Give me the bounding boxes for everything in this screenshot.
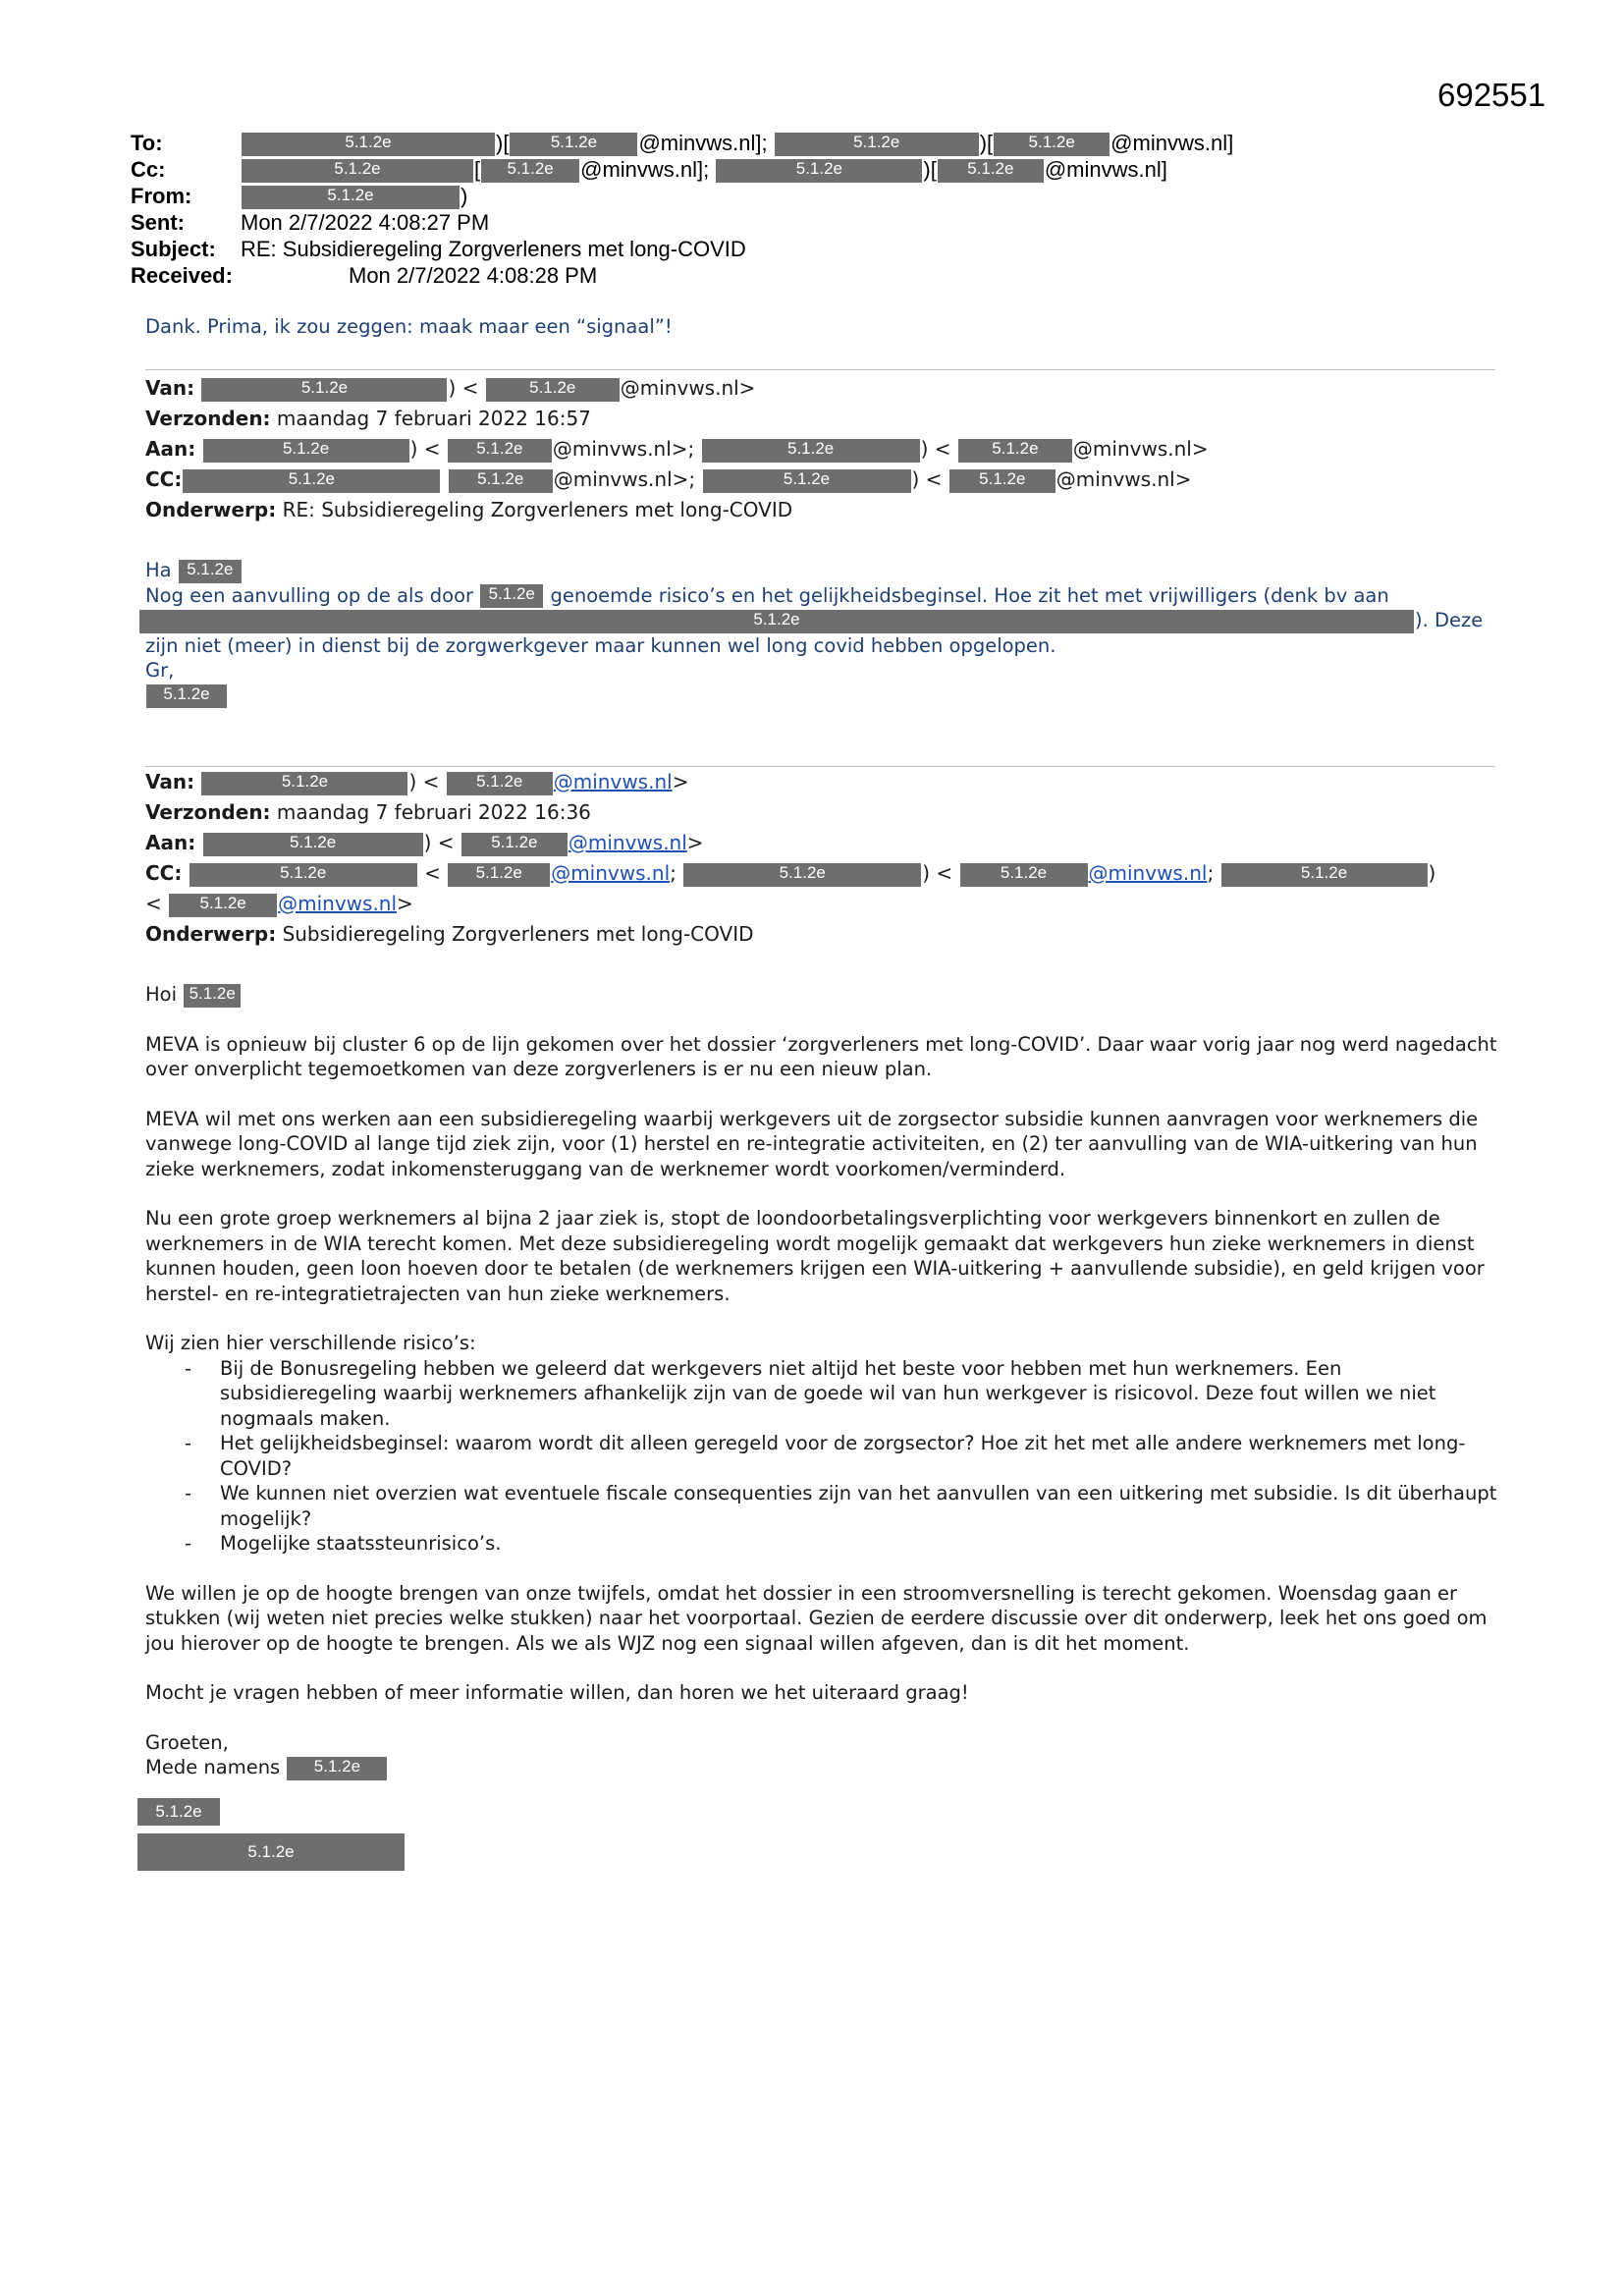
redaction: 5.1.2e [287, 1757, 387, 1780]
to-label: To: [131, 131, 163, 155]
redaction: 5.1.2e [137, 1798, 220, 1826]
sent-label: Sent: [131, 210, 185, 235]
paragraph: Wij zien hier verschillende risico’s: [145, 1332, 476, 1354]
redaction: 5.1.2e [481, 159, 579, 183]
redaction: 5.1.2e [184, 984, 241, 1008]
redaction: 5.1.2e [448, 439, 552, 463]
sent-value: Mon 2/7/2022 4:08:27 PM [241, 210, 490, 235]
document-id: 692551 [1437, 77, 1546, 113]
redaction: 5.1.2e [203, 833, 423, 856]
redaction: 5.1.2e [960, 863, 1088, 887]
redaction: 5.1.2e [169, 894, 277, 917]
redaction: 5.1.2e [242, 159, 473, 183]
redaction: 5.1.2e [447, 772, 553, 795]
redaction: 5.1.2e [146, 684, 227, 708]
from-label: From: [131, 184, 192, 208]
redaction: 5.1.2e [958, 439, 1072, 463]
msg1-header: Van: 5.1.2e ) < 5.1.2e @minvws.nl> Verzonden: maandag 7 februari 2022 16:57 Aan: 5.1.2e ) < 5.1.2e @minvws.nl>; 5.1.2e ) < 5.1.2e @minvws.nl> CC: 5.1.2e 5.1.2e @minvws.nl>; 5.1.2e ) < 5.1.2e @minvws.nl> Onderwerp: RE: Subsidieregeling Zorgverleners met long-COVID [145, 376, 1209, 521]
redaction: 5.1.2e [183, 469, 440, 493]
redaction: 5.1.2e [510, 133, 637, 156]
email-link[interactable]: @minvws.nl [1088, 861, 1208, 885]
redaction: 5.1.2e [242, 186, 460, 209]
redaction: 5.1.2e [949, 469, 1056, 493]
redaction: 5.1.2e [203, 439, 409, 463]
risk-list [145, 1356, 1500, 1557]
paragraph: MEVA wil met ons werken aan een subsidieregeling waarbij werkgevers uit de zorgsector subsidie kunnen aanvragen voor werknemers die vanwege long-COVID al lange tijd ziek zijn, voor (1) herstel en re-integratie activiteiten, en (2) ter aanvulling van de WIA-uitkering van hun zieke werknemers, zodat inkomensteruggang van de werknemer wordt voorkomen/verminderd. [145, 1107, 1479, 1180]
email-link[interactable]: @minvws.nl [568, 831, 687, 854]
redaction: 5.1.2e [486, 378, 620, 402]
redaction: 5.1.2e [201, 378, 447, 402]
msg2-header: Van: 5.1.2e ) < 5.1.2e @minvws.nl> Verzonden: maandag 7 februari 2022 16:36 Aan: 5.1.2e ) < 5.1.2e @minvws.nl> CC: 5.1.2e < 5.1.2e @minvws.nl; 5.1.2e ) < 5.1.2e @minvws.nl; 5.1.2e ) < 5.1.2e @minvws.nl> Onderwerp: Subsidieregeling Zorgverleners met long-COVID [145, 770, 1436, 946]
paragraph: Nu een grote groep werknemers al bijna 2 jaar ziek is, stopt de loondoorbetalingsverplichting voor werkgevers binnenkort en zullen de werknemers in de WIA terecht komen. Met deze subsidieregeling wordt mogelijk gemaakt dat werkgevers hun zieke werknemers in dienst kunnen houden, geen loon hoeven door te betalen (de werknemers krijgen een WIA-uitkering + aanvullende subsidie), en geld krijgen voor herstel- en re-integratietrajecten van hun zieke werknemers. [145, 1207, 1485, 1305]
redaction: 5.1.2e [480, 584, 543, 608]
separator [145, 369, 1495, 370]
received-value: Mon 2/7/2022 4:08:28 PM [349, 263, 598, 288]
redaction: 5.1.2e [775, 133, 979, 156]
list-item: - Het gelijkheidsbeginsel: waarom wordt dit alleen geregeld voor de zorgsector? Hoe zit het met alle andere werknemers met long-COVID? [220, 1431, 1500, 1481]
paragraph: We willen je op de hoogte brengen van onze twijfels, omdat het dossier in een stroomversnelling is terecht gekomen. Woensdag gaan er stukken (wij weten niet precies welke stukken) naar het voorportaal. Gezien de eerdere discussie over dit onderwerp, leek het ons goed om jou hierover op de hoogte te brengen. Als we als WJZ nog een signaal willen afgeven, dan is dit het moment. [145, 1581, 1488, 1655]
redaction: 5.1.2e [938, 159, 1044, 183]
redaction: 5.1.2e [139, 610, 1414, 633]
redaction: 5.1.2e [201, 772, 407, 795]
redaction: 5.1.2e [189, 863, 417, 887]
email-link[interactable]: @minvws.nl [553, 770, 673, 793]
cc-label: Cc: [131, 157, 166, 182]
email-link[interactable]: @minvws.nl [278, 892, 398, 915]
redaction: 5.1.2e [994, 133, 1110, 156]
list-item: - Bij de Bonusregeling hebben we geleerd dat werkgevers niet altijd het beste voor hebben met hun werknemers. Een subsidieregeling waarbij werknemers afhankelijk zijn van de goede wil van hun werkgever is risicovol. Deze fout willen we niet nogmaals maken. [220, 1356, 1500, 1432]
msg1-body: Ha 5.1.2e Nog een aanvulling op de als door 5.1.2e genoemde risico’s en het gelijkheidsbeginsel. Hoe zit het met vrijwilligers (denk bv aan 5.1.2e ). Deze zijn niet (meer) in dienst bij de zorgwerkgever maar kunnen wel long covid hebben opgelopen. Gr, 5.1.2e [145, 558, 1500, 708]
redaction: 5.1.2e [179, 560, 242, 583]
redaction: 5.1.2e [1221, 863, 1428, 887]
list-item: - Mogelijke staatssteunrisico’s. [220, 1531, 1500, 1557]
email-link[interactable]: @minvws.nl [551, 861, 671, 885]
redaction: 5.1.2e [703, 469, 911, 493]
received-label: Received: [131, 263, 233, 288]
redaction: 5.1.2e [461, 833, 568, 856]
reply-body: Dank. Prima, ik zou zeggen: maak maar een “signaal”! [145, 315, 673, 338]
paragraph: Mocht je vragen hebben of meer informatie willen, dan horen we het uiteraard graag! [145, 1681, 969, 1704]
subject-value: RE: Subsidieregeling Zorgverleners met long-COVID [241, 237, 746, 261]
redaction: 5.1.2e [716, 159, 922, 183]
redaction: 5.1.2e [683, 863, 921, 887]
redaction: 5.1.2e [242, 133, 495, 156]
redaction: 5.1.2e [448, 863, 550, 887]
redaction: 5.1.2e [702, 439, 920, 463]
subject-label: Subject: [131, 237, 216, 261]
redaction: 5.1.2e [449, 469, 553, 493]
redaction: 5.1.2e [137, 1833, 405, 1871]
msg2-body: Hoi 5.1.2e MEVA is opnieuw bij cluster 6 op de lijn gekomen over het dossier ‘zorgverleners met long-COVID’. Daar waar vorig jaar nog werd nagedacht over onverplicht tegemoetkomen van deze zorgverleners is er nu een nieuw plan. MEVA wil met ons werken aan een subsidieregeling waarbij werkgevers uit de zorgsector subsidie kunnen aanvragen voor werknemers die vanwege long-COVID al lange tijd ziek zijn, voor (1) herstel en re-integratie activiteiten, en (2) ter aanvulling van de WIA-uitkering van hun zieke werknemers, zodat inkomensteruggang van de werknemer wordt voorkomen/verminderd. Nu een grote groep werknemers al bijna 2 jaar ziek is, stopt de loondoorbetalingsverplichting voor werkgevers binnenkort en zullen de werknemers in de WIA terecht komen. Met deze subsidieregeling wordt mogelijk gemaakt dat werkgevers hun zieke werknemers in dienst kunnen houden, geen loon hoeven door te betalen (de werknemers krijgen een WIA-uitkering + aanvullende subsidie), en geld krijgen voor herstel- en re-integratietrajecten van hun zieke werknemers. Wij zien hier verschillende risico’s: - Bij de Bonusregeling hebben we geleerd dat werkgevers niet altijd het beste voor hebben met hun werknemers. Een subsidieregeling waarbij werknemers afhankelijk zijn van de goede wil van hun werkgever is risicovol. Deze fout willen we niet nogmaals maken. - Het gelijkheidsbeginsel: waarom wordt dit alleen geregeld voor de zorgsector? Hoe zit het met alle andere werknemers met long-COVID? - We kunnen niet overzien wat eventuele fiscale consequenties zijn van het aanvullen van een uitkering met subsidie. Is dit überhaupt mogelijk? - Mogelijke staatssteunrisico’s. We willen je op de hoogte brengen van onze twijfels, omdat het dossier in een stroomversnelling is terecht gekomen. Woensdag gaan er stukken (wij weten niet precies welke stukken) naar het voorportaal. Gezien de eerdere discussie over dit onderwerp, leek het ons goed om jou hierover op de hoogte te brengen. Als we als WJZ nog een signaal willen afgeven, dan is dit het moment. Mocht je vragen hebben of meer informatie willen, dan horen we het uiteraard graag! Groeten, Mede namens 5.1.2e 5.1.2e 5.1.2e [145, 982, 1500, 1871]
list-item: - We kunnen niet overzien wat eventuele fiscale consequenties zijn van het aanvullen van een uitkering met subsidie. Is dit überhaupt mogelijk? [220, 1481, 1500, 1531]
paragraph: MEVA is opnieuw bij cluster 6 op de lijn gekomen over het dossier ‘zorgverleners met long-COVID’. Daar waar vorig jaar nog werd nagedacht over onverplicht tegemoetkomen van deze zorgverleners is er nu een nieuw plan. [145, 1032, 1497, 1080]
